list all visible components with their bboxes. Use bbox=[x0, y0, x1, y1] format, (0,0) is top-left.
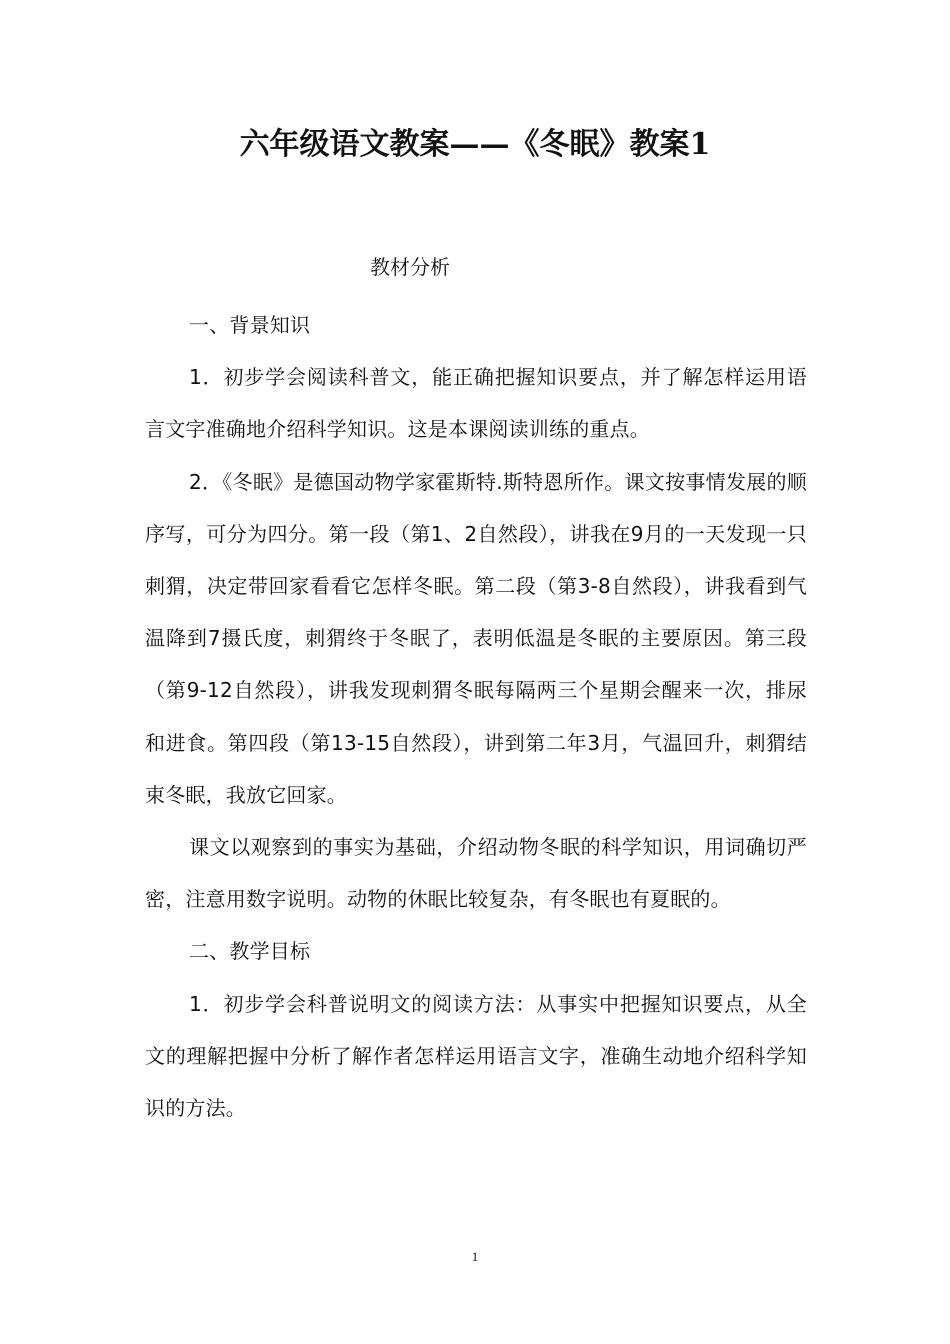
document-title: 六年级语文教案——《冬眠》教案1 bbox=[239, 127, 711, 162]
heading-background-knowledge: 一、背景知识 bbox=[189, 313, 311, 337]
page-number: 1 bbox=[471, 1249, 479, 1264]
paragraph-item-1: 1．初步学会阅读科普文，能正确把握知识要点，并了解怎样运用语言文字准确地介绍科学知识。这是本课阅读训练的重点。 bbox=[145, 365, 807, 442]
document-body bbox=[145, 299, 807, 1134]
section-heading: 教材分析 bbox=[370, 255, 450, 279]
paragraph-goal-1: 1．初步学会科普说明文的阅读方法：从事实中把握知识要点，从全文的理解把握中分析了解作者怎样运用语言文字，准确生动地介绍科学知识的方法。 bbox=[145, 991, 807, 1121]
paragraph-text-summary: 课文以观察到的事实为基础，介绍动物冬眠的科学知识，用词确切严密，注意用数字说明。动物的休眠比较复杂，有冬眠也有夏眠的。 bbox=[145, 835, 807, 912]
paragraph-item-2: 2．《冬眠》是德国动物学家霍斯特.斯特恩所作。课文按事情发展的顺序写，可分为四分。第一段（第1、2自然段），讲我在9月的一天发现一只刺猬，决定带回家看看它怎样冬眠。第二段（第3-8自然段），讲我看到气温降到7摄氏度，刺猬终于冬眠了，表明低温是冬眠的主要原因。第三段（第9-12自然段），讲我发现刺猬冬眠每隔两三个星期会醒来一次，排尿和进食。第四段（第13-15自然段），讲到第二年3月，气温回升，刺猬结束冬眠，我放它回家。 bbox=[145, 469, 807, 807]
heading-teaching-goals: 二、教学目标 bbox=[189, 939, 311, 964]
